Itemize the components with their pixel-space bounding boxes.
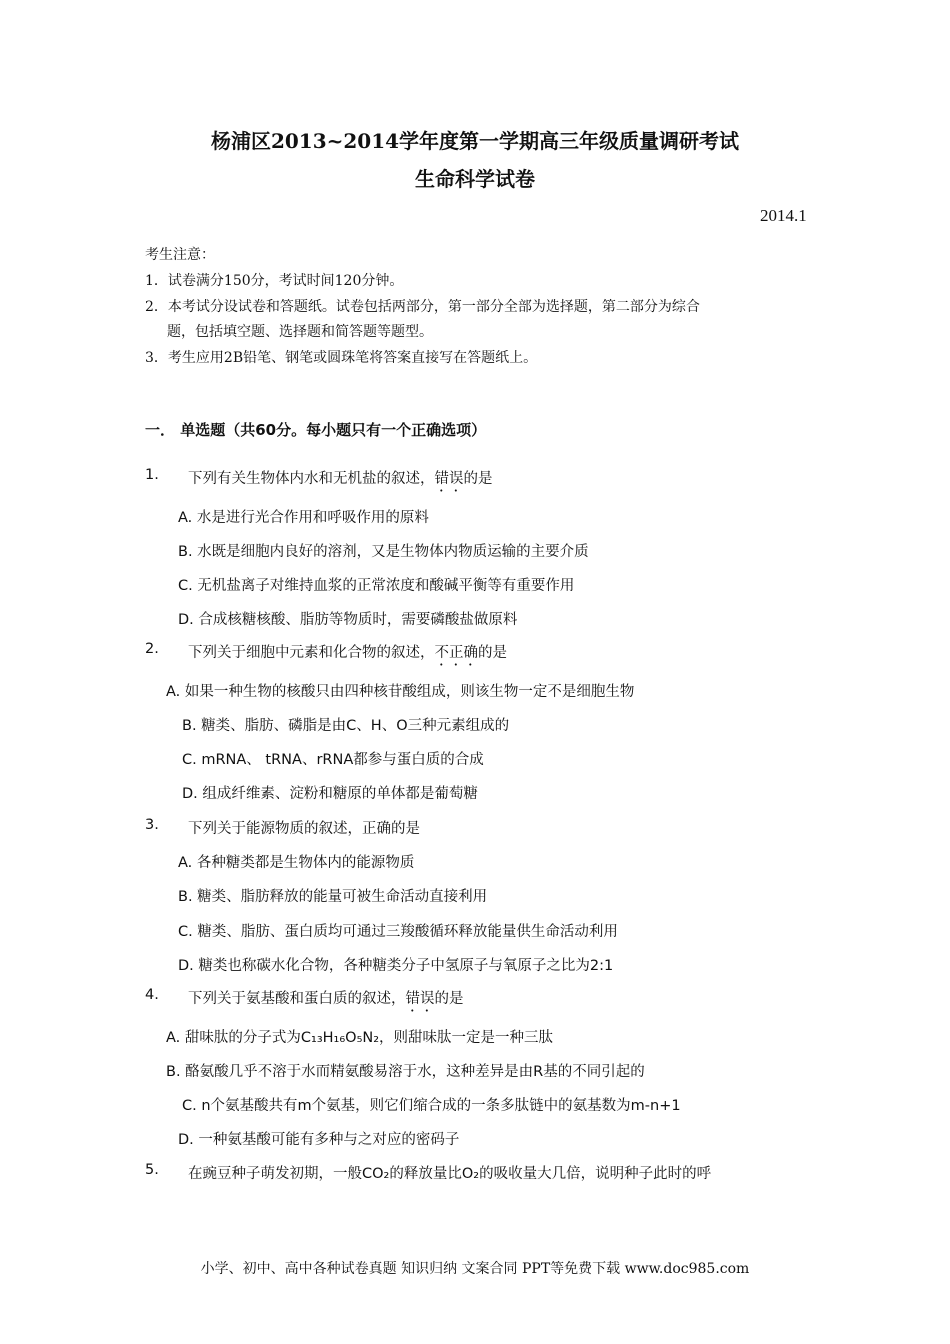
option: D. 合成核糖核酸、脂肪等物质时，需要磷酸盐做原料 <box>178 612 518 628</box>
option: B. 糖类、脂肪释放的能量可被生命活动直接利用 <box>178 889 488 905</box>
option: B. 糖类、脂肪、磷脂是由C、H、O三种元素组成的 <box>182 718 510 734</box>
option: D. 糖类也称碳水化合物，各种糖类分子中氢原子与氧原子之比为2:1 <box>178 958 614 974</box>
option: D. 一种氨基酸可能有多种与之对应的密码子 <box>178 1132 460 1148</box>
emphasis-text: 错误 <box>434 471 464 487</box>
question-number: 4. <box>145 987 159 1003</box>
option: C. 糖类、脂肪、蛋白质均可通过三羧酸循环释放能量供生命活动利用 <box>178 924 618 940</box>
option: D. 组成纤维素、淀粉和糖原的单体都是葡萄糖 <box>182 786 478 802</box>
section-heading: 一． 单选题（共60分。每小题只有一个正确选项） <box>145 421 487 439</box>
question-stem: 下列关于能源物质的叙述，正确的是 <box>188 821 420 837</box>
question-number: 2. <box>145 641 159 657</box>
question-number: 5. <box>145 1162 159 1178</box>
emphasis-text: 错误 <box>405 991 435 1007</box>
notice-heading: 考生注意： <box>145 247 215 263</box>
subject-title: 生命科学试卷 <box>415 167 535 191</box>
emphasis-text: 不正确 <box>434 645 478 661</box>
question-number: 1. <box>145 467 159 483</box>
notice-item: 3．考生应用2B铅笔、钢笔或圆珠笔将答案直接写在答题纸上。 <box>145 350 538 366</box>
question-number: 3. <box>145 817 159 833</box>
option: C. mRNA、 tRNA、rRNA都参与蛋白质的合成 <box>182 752 484 768</box>
option: C. n个氨基酸共有m个氨基，则它们缩合成的一条多肽链中的氨基数为m-n+1 <box>182 1098 681 1114</box>
option: A. 各种糖类都是生物体内的能源物质 <box>178 855 415 871</box>
option: C. 无机盐离子对维持血浆的正常浓度和酸碱平衡等有重要作用 <box>178 578 575 594</box>
notice-item: 2．本考试分设试卷和答题纸。试卷包括两部分，第一部分全部为选择题，第二部分为综合 <box>145 299 700 315</box>
notice-item: 1．试卷满分150分，考试时间120分钟。 <box>145 273 404 289</box>
question-stem: 下列关于细胞中元素和化合物的叙述，不正确的是 <box>188 645 507 661</box>
option: A. 水是进行光合作用和呼吸作用的原料 <box>178 510 429 526</box>
option: A. 如果一种生物的核酸只由四种核苷酸组成，则该生物一定不是细胞生物 <box>166 684 635 700</box>
question-stem: 下列有关生物体内水和无机盐的叙述，错误的是 <box>188 471 493 487</box>
question-stem: 在豌豆种子萌发初期，一般CO₂的释放量比O₂的吸收量大几倍，说明种子此时的呼 <box>188 1166 712 1182</box>
option: B. 水既是细胞内良好的溶剂，又是生物体内物质运输的主要介质 <box>178 544 589 560</box>
option: B. 酪氨酸几乎不溶于水而精氨酸易溶于水，这种差异是由R基的不同引起的 <box>166 1064 645 1080</box>
question-stem: 下列关于氨基酸和蛋白质的叙述，错误的是 <box>188 991 464 1007</box>
exam-date: 2014.1 <box>760 206 807 225</box>
exam-title: 杨浦区2013~2014学年度第一学期高三年级质量调研考试 <box>210 129 740 153</box>
option: A. 甜味肽的分子式为C₁₃H₁₆O₅N₂，则甜味肽一定是一种三肽 <box>166 1030 554 1046</box>
page-footer: 小学、初中、高中各种试卷真题 知识归纳 文案合同 PPT等免费下载 www.doc985.com <box>200 1261 750 1277</box>
notice-item: 题，包括填空题、选择题和简答题等题型。 <box>167 324 433 340</box>
